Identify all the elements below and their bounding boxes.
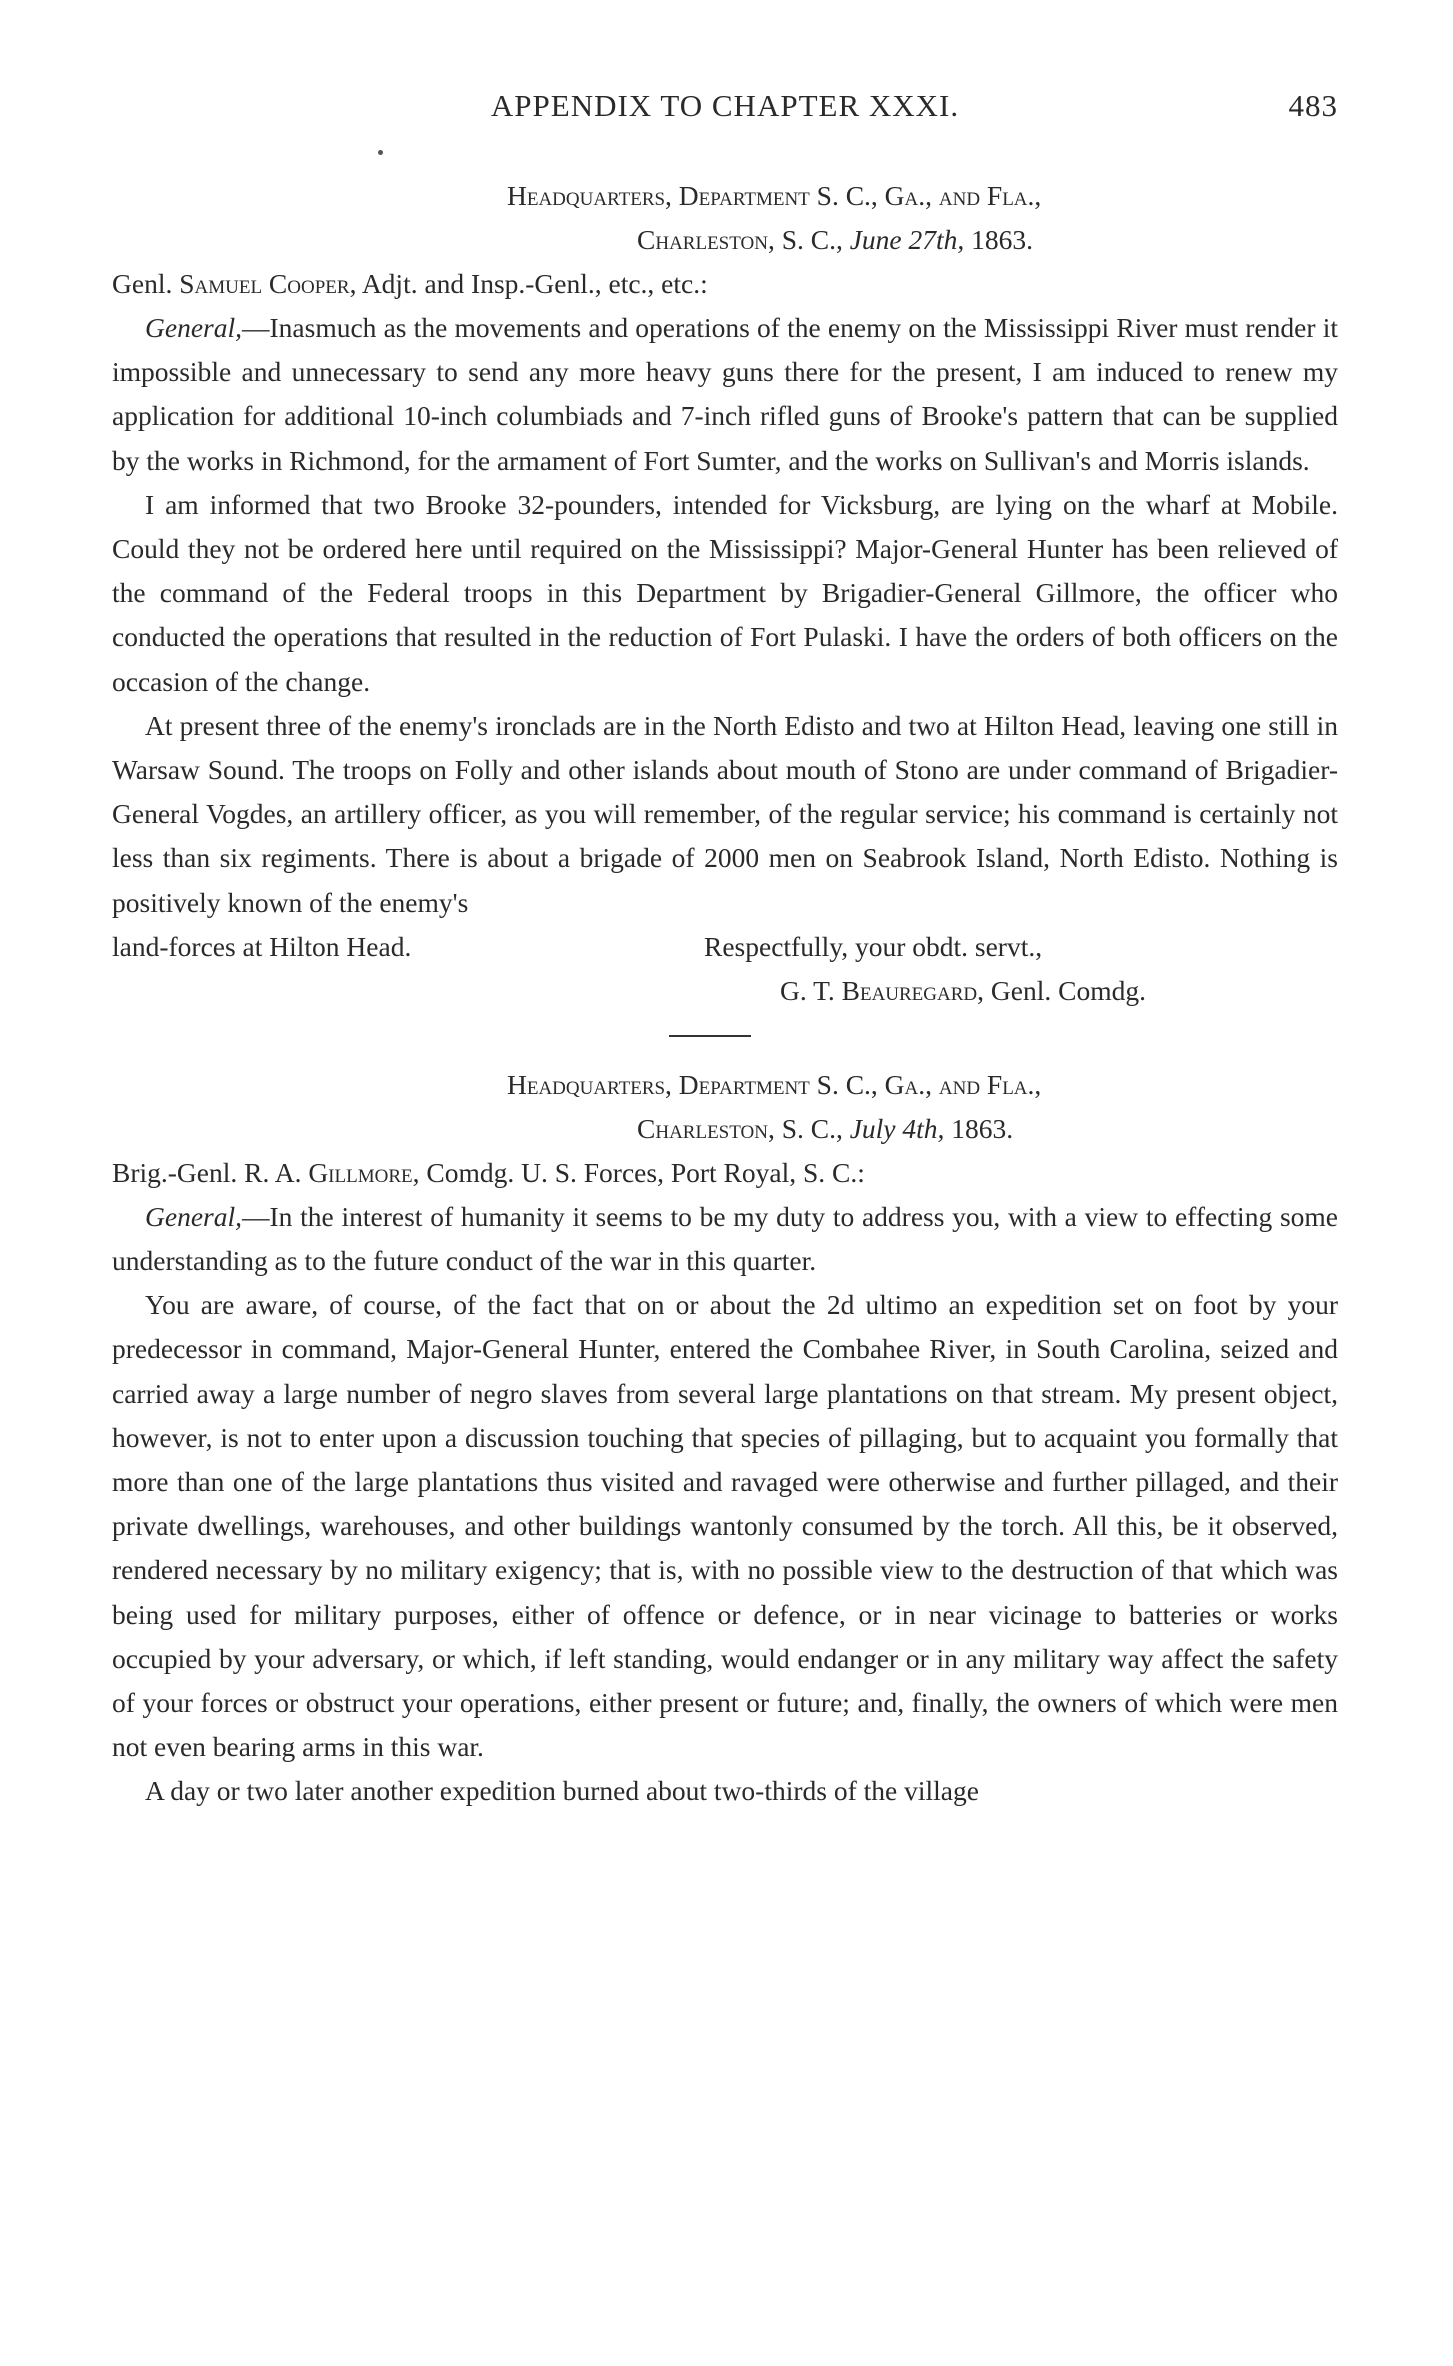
heading-place: Charleston, S. C., [637,1112,843,1144]
signature [780,969,1338,1013]
heading-date: June 27th, [849,224,965,255]
paragraph: At present three of the enemy's ironclads are in the North Edisto and two at Hilton Head, leaving one still in Warsaw Sound. The troops on Folly and other islands about mouth of Stono are under command of Brigadier-General Vogdes, an artillery officer, as you will remember, of the regular service; his command is certainly not less than six regiments. There is about a brigade of 2000 men on Seabrook Island, North Edisto. Nothing is positively known of the enemy's [112,709,1338,918]
addressee-rest: Comdg. U. S. Forces, Port Royal, S. C.: [426,1156,865,1188]
paragraph-text: —Inasmuch as the movements and operations of the enemy on the Mississippi River must render it impossible and unnecessary to send any more heavy guns there for the present, I am induced to renew my application for additional 10-inch columbiads and 7-inch rifled guns of Brooke's pattern that can be supplied by the works in Richmond, for the armament of Fort Sumter, and the works on Sullivan's and Morris islands. [112,312,1338,476]
heading-place: Charleston, S. C., [637,224,843,255]
letter-heading-place-date [637,1107,1338,1151]
addressee-name: R. A. Gillmore, [244,1156,420,1188]
addressee [112,262,1338,306]
letter-1 [112,174,1338,1013]
addressee-rest: Adjt. and Insp.-Genl., etc., etc.: [361,268,708,299]
section-divider [669,1035,751,1037]
heading-year: 1863. [971,224,1034,255]
running-head [112,88,1338,134]
letter-heading-place-date [637,218,1338,262]
heading-date: July 4th, [849,1112,945,1144]
running-head-title: APPENDIX TO CHAPTER XXXI. [490,88,960,123]
salutation: General, [145,1200,242,1232]
addressee-prefix: Genl. [112,268,173,299]
signature-title: Genl. Comdg. [990,974,1146,1006]
complimentary-close: Respectfully, your obdt. servt., [704,930,1043,962]
paragraph [112,1195,1338,1283]
paragraph: I am informed that two Brooke 32-pounders, intended for Vicksburg, are lying on the wharf at Mobile. Could they not be ordered here until required on the Mississippi? Major-General Hunter has been relieved of the command of the Federal troops in this Department by Brigadier-General Gillmore, the officer who conducted the operations that resulted in the reduction of Fort Pulaski. I have the orders of both officers on the occasion of the change. [112,488,1338,697]
page-number: 483 [1288,88,1338,123]
heading-year: 1863. [951,1112,1014,1144]
salutation: General, [145,312,242,343]
book-page [112,88,1338,1814]
closing-line [112,925,1338,969]
letter-heading-line: Headquarters, Department S. C., Ga., and Fla., [507,1068,1042,1100]
paragraph-text: —In the interest of humanity it seems to be my duty to address you, with a view to effecting some understanding as to the future conduct of the war in this quarter. [112,1200,1338,1277]
print-mark [378,150,383,155]
letter-heading-line: Headquarters, Department S. C., Ga., and Fla., [507,180,1042,211]
paragraph: A day or two later another expedition burned about two-thirds of the village [145,1775,979,1807]
letter-2 [112,1063,1338,1814]
signature-name: G. T. Beauregard, [780,974,985,1006]
addressee-name: Samuel Cooper, [179,268,357,299]
addressee-prefix: Brig.-Genl. [112,1156,238,1188]
paragraph: You are aware, of course, of the fact that on or about the 2d ultimo an expedition set on foot by your predecessor in command, Major-General Hunter, entered the Combahee River, in South Carolina, seized and carried away a large number of negro slaves from several large plantations on that stream. My present object, however, is not to enter upon a discussion touching that species of pillaging, but to acquaint you formally that more than one of the large plantations thus visited and ravaged were otherwise and further pillaged, and their private dwellings, warehouses, and other buildings wantonly consumed by the torch. All this, be it observed, rendered necessary by no military exigency; that is, with no possible view to the destruction of that which was being used for military purposes, either of offence or defence, or in near vicinage to batteries or works occupied by your adversary, or which, if left standing, would endanger or in any military way affect the safety of your forces or obstruct your operations, either present or future; and, finally, the owners of which were men not even bearing arms in this war. [112,1289,1338,1763]
closing-left: land-forces at Hilton Head. [112,930,412,962]
addressee [112,1151,1338,1195]
paragraph [112,306,1338,483]
